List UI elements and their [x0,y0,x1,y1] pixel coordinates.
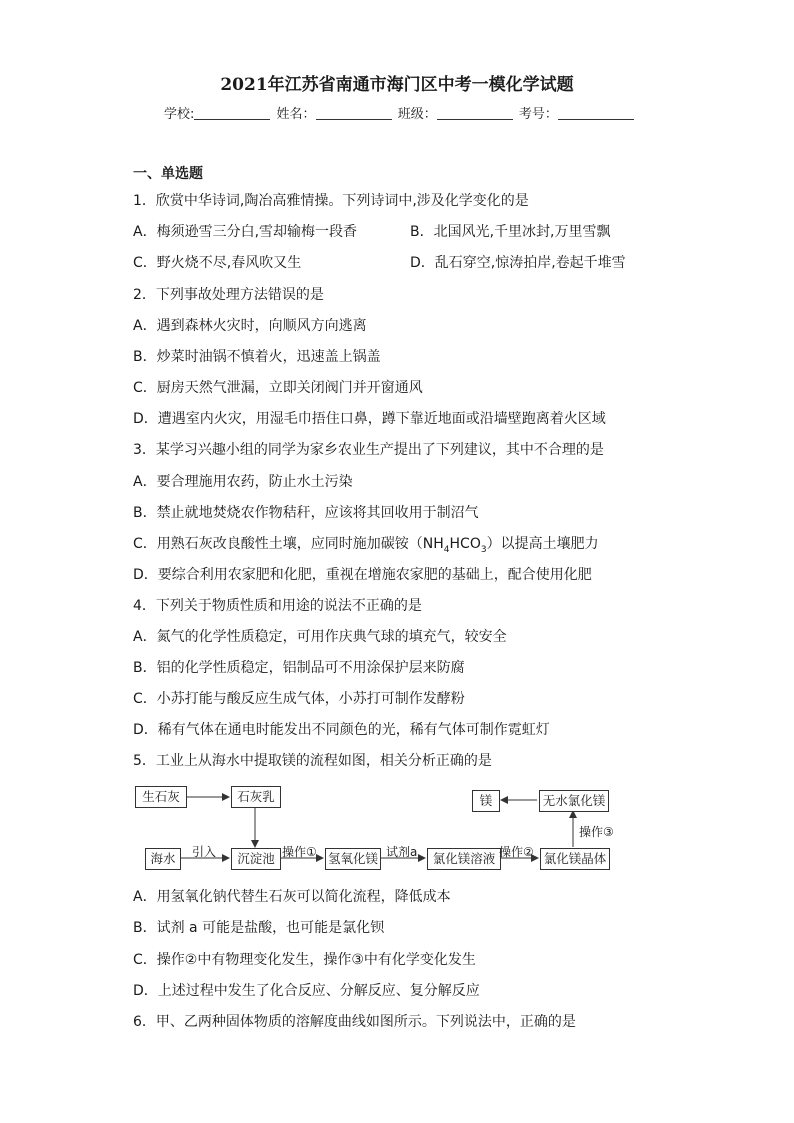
q1-option-a: A．梅须逊雪三分白,雪却输梅一段香 [133,224,358,240]
box-magnesium: 镁 [472,790,500,812]
q3-option-b: B．禁止就地焚烧农作物秸秆，应该将其回收用于制沼气 [133,505,479,521]
school-blank[interactable] [194,107,270,120]
school-label: 学校: [164,107,195,122]
q3-option-a: A．要合理施用农药，防止水土污染 [133,474,353,490]
class-blank[interactable] [437,107,513,120]
name-blank[interactable] [316,107,392,120]
q5-option-b: B．试剂 a 可能是盐酸，也可能是氯化钡 [133,920,385,936]
box-quicklime: 生石灰 [135,786,187,808]
q5-option-c: C．操作②中有物理变化发生，操作③中有化学变化发生 [133,952,476,968]
label-operation-1: 操作① [282,845,317,859]
q4-option-b: B．铝的化学性质稳定，铝制品可不用涂保护层来防腐 [133,660,465,676]
q2-option-b: B．炒菜时油锅不慎着火，迅速盖上锅盖 [133,349,381,365]
q1-option-b: B．北国风光,千里冰封,万里雪飘 [410,224,611,240]
q2-option-d: D．遭遇室内火灾，用湿毛巾捂住口鼻，蹲下靠近地面或沿墙壁跑离着火区域 [133,411,606,427]
box-settling-tank: 沉淀池 [231,848,281,870]
magnesium-extraction-flowchart [133,783,623,883]
question-5-stem: 5．工业上从海水中提取镁的流程如图，相关分析正确的是 [133,753,492,769]
box-seawater: 海水 [145,848,181,870]
exam-title: 2021年江苏省南通市海门区中考一模化学试题 [220,75,574,95]
exam-number-blank[interactable] [558,107,634,120]
box-magnesium-hydroxide: 氢氧化镁 [325,848,381,870]
q3-option-d: D．要综合利用农家肥和化肥，重视在增施农家肥的基础上，配合使用化肥 [133,567,592,583]
q5-option-d: D．上述过程中发生了化合反应、分解反应、复分解反应 [133,983,480,999]
box-magnesium-chloride-solution: 氯化镁溶液 [427,848,501,870]
label-operation-3: 操作③ [579,825,614,839]
q2-option-c: C．厨房天然气泄漏，立即关闭阀门并开窗通风 [133,380,423,396]
q3-option-c: C．用熟石灰改良酸性土壤，应同时施加碳铵$(NH_4HCO_3)$以提高土壤肥力 [133,536,599,555]
label-introduce: 引入 [192,845,217,859]
class-label: 班级： [397,107,437,122]
exam-number-label: 考号： [518,107,558,122]
q4-option-a: A．氮气的化学性质稳定，可用作庆典气球的填充气，较安全 [133,629,507,645]
q5-option-a: A．用氢氧化钠代替生石灰可以简化流程，降低成本 [133,889,451,905]
name-label: 姓名： [276,107,316,122]
question-3-stem: 3．某学习兴趣小组的同学为家乡农业生产提出了下列建议，其中不合理的是 [133,442,604,458]
q4-option-d: D．稀有气体在通电时能发出不同颜色的光，稀有气体可制作霓虹灯 [133,722,550,738]
box-anhydrous-magnesium-chloride: 无水氯化镁 [539,790,609,812]
box-magnesium-chloride-crystal: 氯化镁晶体 [540,848,610,870]
question-1-stem: 1．欣赏中华诗词,陶冶高雅情操。下列诗词中,涉及化学变化的是 [133,193,529,209]
question-6-stem: 6．甲、乙两种固体物质的溶解度曲线如图所示。下列说法中，正确的是 [133,1014,576,1030]
question-4-stem: 4．下列关于物质性质和用途的说法不正确的是 [133,598,422,614]
q2-option-a: A．遇到森林火灾时，向顺风方向逃离 [133,318,367,334]
q4-option-c: C．小苏打能与酸反应生成气体，小苏打可制作发酵粉 [133,691,465,707]
label-operation-2: 操作② [499,845,534,859]
section-heading: 一、单选题 [133,166,203,182]
q1-option-c: C．野火烧不尽,春风吹又生 [133,255,302,271]
question-2-stem: 2．下列事故处理方法错误的是 [133,287,324,303]
q1-option-d: D．乱石穿空,惊涛拍岸,卷起千堆雪 [410,255,626,271]
box-lime-milk: 石灰乳 [231,786,281,808]
student-info-line [164,103,636,122]
label-reagent-a: 试剂a [386,845,418,859]
